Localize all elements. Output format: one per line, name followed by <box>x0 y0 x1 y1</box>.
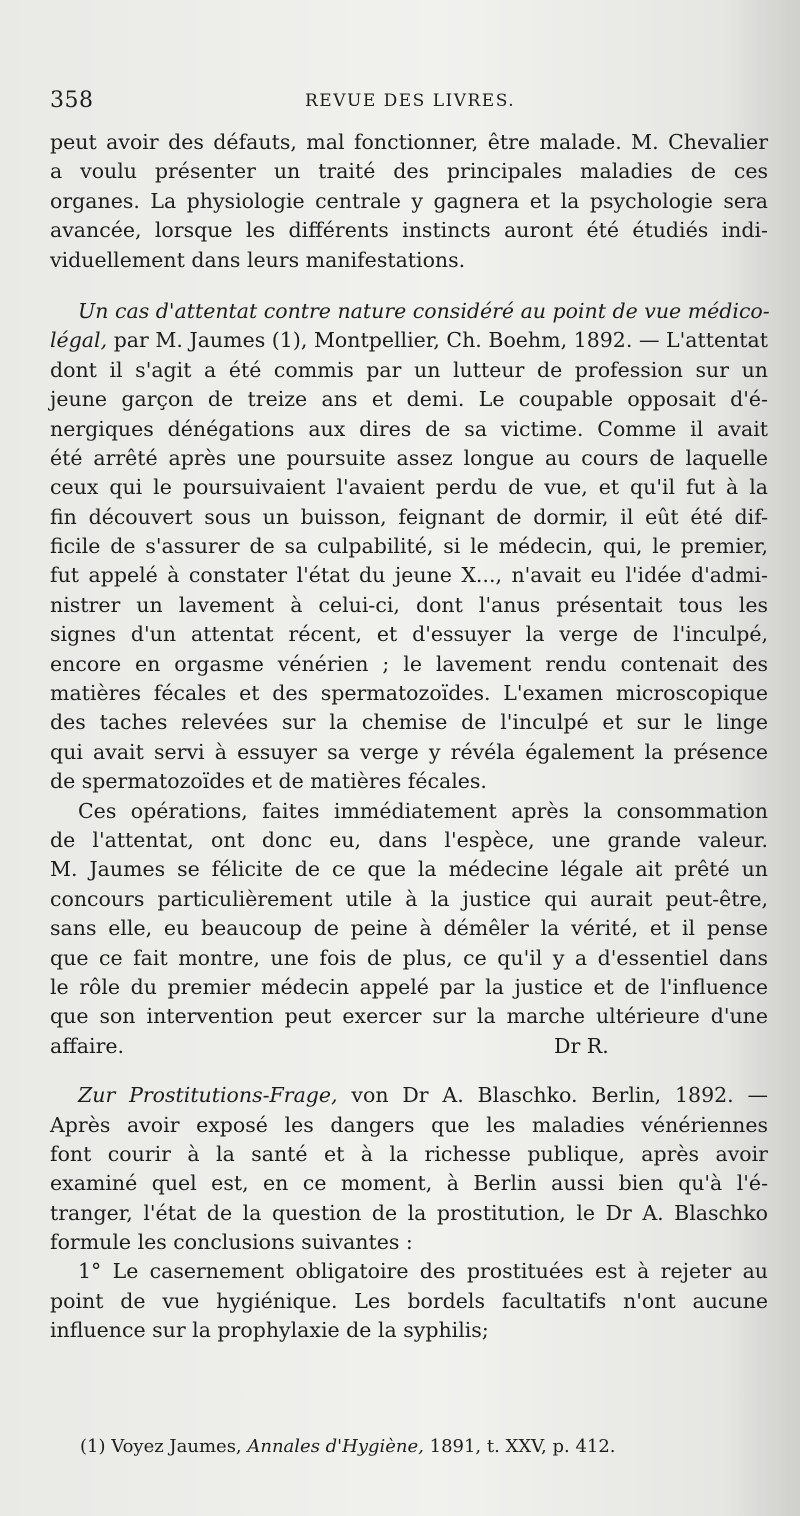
text-line: organes. La physiologie centrale y gagnera et la psychologie sera <box>50 188 768 213</box>
text-line: jeune garçon de treize ans et demi. Le coupable opposait d'é- <box>50 387 768 412</box>
signature: Dr R. <box>554 1033 609 1058</box>
text-line: tranger, l'état de la question de la prostitution, le Dr A. Blaschko <box>50 1200 768 1225</box>
text-line: dont il s'agit a été commis par un lutteur de profession sur un <box>50 357 768 382</box>
paragraph-chevalier <box>50 128 768 275</box>
spacer <box>50 275 768 297</box>
text-line: influence sur la prophylaxie de la syphilis; <box>50 1318 489 1343</box>
text-line: encore en orgasme vénérien ; le lavement rendu contenait des <box>50 651 768 676</box>
text-line-end: affaire. <box>50 1033 125 1058</box>
running-head: REVUE DES LIVRES. <box>305 91 516 111</box>
text-line: Après avoir exposé les dangers que les maladies vénériennes <box>50 1112 768 1137</box>
review-title-italic: Zur Prostitutions-Frage, <box>78 1083 338 1108</box>
footnote <box>80 1436 720 1457</box>
text-line: signes d'un attentat récent, et d'essuyer la verge de l'inculpé, <box>50 622 768 647</box>
text-line: font courir à la santé et à la richesse publique, après avoir <box>50 1141 768 1166</box>
text-line: matières fécales et des spermatozoïdes. L'examen microscopique <box>50 681 768 706</box>
spacer <box>50 1061 768 1081</box>
review-blaschko <box>50 1081 768 1346</box>
review-jaumes <box>50 297 768 1061</box>
text-line: fin découvert sous un buisson, feignant de dormir, il eût été dif- <box>50 504 768 529</box>
text-line: nistrer un lavement à celui-ci, dont l'anus présentait tous les <box>50 592 768 617</box>
review-citation: von Dr A. Blaschko. Berlin, 1892. — <box>337 1083 769 1108</box>
text-line: peut avoir des défauts, mal fonctionner, être malade. M. Chevalier <box>50 130 768 154</box>
text-line: nergiques dénégations aux dires de sa victime. Comme il avait <box>50 416 768 441</box>
review-title <box>50 297 768 326</box>
text-line: 1° Le casernement obligatoire des prostituées est à rejeter au <box>78 1259 768 1284</box>
text-line: qui avait servi à essuyer sa verge y révéla également la présence <box>50 739 768 764</box>
text-line: a voulu présenter un traité des principales maladies de ces <box>50 159 768 184</box>
footnote-journal: Annales d'Hygiène, <box>247 1436 424 1457</box>
text-line: de l'attentat, ont donc eu, dans l'espèce, une grande valeur. <box>50 827 768 852</box>
review-title-italic: Un cas d'attentat contre nature considéré au point de vue médico- <box>78 298 770 323</box>
text-line: été arrêté après une poursuite assez longue au cours de laquelle <box>50 445 768 470</box>
text-line: de spermatozoïdes et de matières fécales. <box>50 769 487 794</box>
text-line: avancée, lorsque les différents instincts auront été étudiés indi- <box>50 218 768 243</box>
footnote-prefix: (1) Voyez Jaumes, <box>80 1436 248 1457</box>
text-line: M. Jaumes se félicite de ce que la médecine légale ait prêté un <box>50 857 768 882</box>
text-line: ceux qui le poursuivaient l'avaient perdu de vue, et qu'il fut à la <box>50 475 768 500</box>
text-line: examiné quel est, en ce moment, à Berlin aussi bien qu'à l'é- <box>50 1171 768 1196</box>
text-line: que son intervention peut exercer sur la marche ultérieure d'une <box>50 1004 768 1029</box>
text-line: Ces opérations, faites immédiatement après la consommation <box>78 798 768 823</box>
body-text <box>50 128 768 1346</box>
review-title-italic-end: légal, <box>50 328 108 353</box>
footnote-suffix: 1891, t. XXV, p. 412. <box>423 1436 616 1457</box>
page-header <box>50 88 740 118</box>
text-line: concours particulièrement utile à la justice qui aurait peut-être, <box>50 886 768 911</box>
review-title-line2 <box>50 326 768 355</box>
text-line: point de vue hygiénique. Les bordels facultatifs n'ont aucune <box>50 1288 768 1313</box>
review-title <box>50 1081 768 1110</box>
text-line: ficile de s'assurer de sa culpabilité, si le médecin, qui, le premier, <box>50 534 768 559</box>
text-line: fut appelé à constater l'état du jeune X..., n'avait eu l'idée d'admi- <box>50 563 768 588</box>
text-line: le rôle du premier médecin appelé par la justice et de l'influence <box>50 974 768 999</box>
page-number: 358 <box>50 88 94 113</box>
last-line <box>50 1032 768 1061</box>
text-line: que ce fait montre, une fois de plus, ce qu'il y a d'essentiel dans <box>50 945 768 970</box>
review-citation: par M. Jaumes (1), Montpellier, Ch. Boehm, 1892. — L'attentat <box>107 328 768 353</box>
text-line: sans elle, eu beaucoup de peine à démêler la vérité, et il pense <box>50 916 768 941</box>
text-line: des taches relevées sur la chemise de l'inculpé et sur le linge <box>50 710 768 735</box>
text-line: formule les conclusions suivantes : <box>50 1230 413 1255</box>
text-line: viduellement dans leurs manifestations. <box>50 247 466 272</box>
